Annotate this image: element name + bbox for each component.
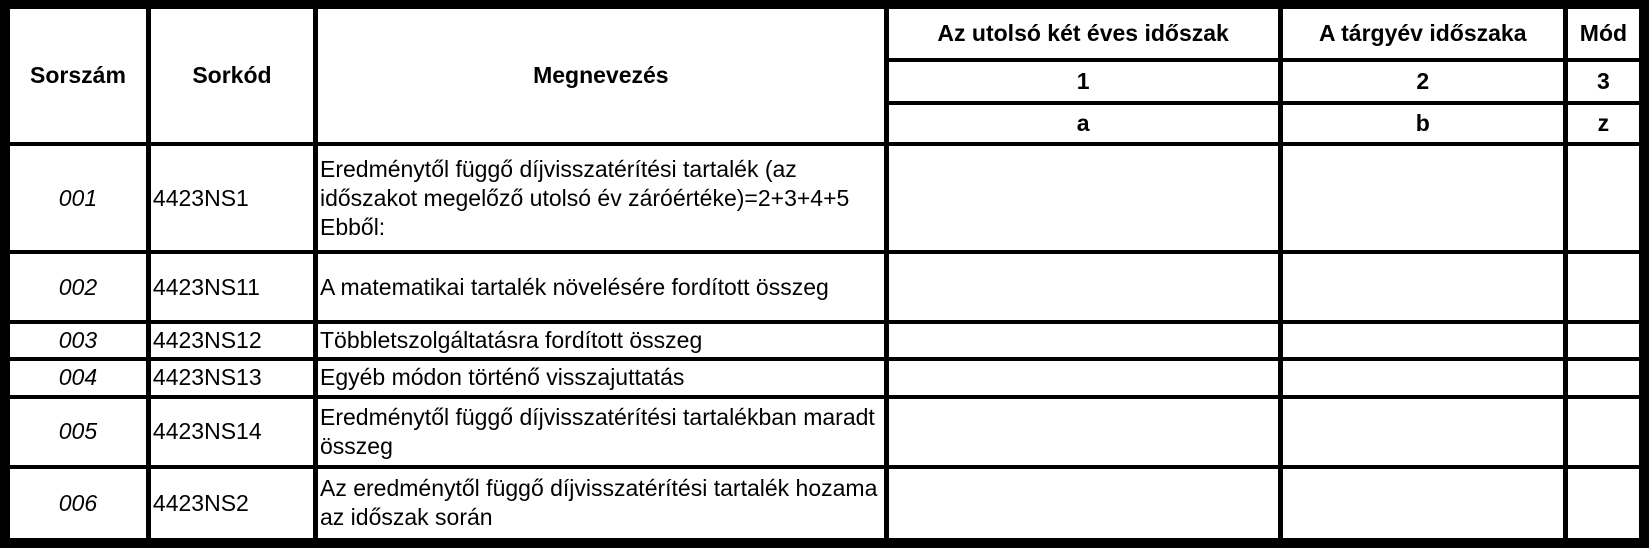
- table-row: [10, 254, 1639, 320]
- header-col-z-title: Mód: [1568, 9, 1639, 58]
- cell-value-b[interactable]: [1283, 469, 1563, 538]
- row-sorkod: 4423NS13: [151, 361, 313, 395]
- cell-value-z[interactable]: [1568, 399, 1639, 465]
- row-sorszam: 002: [10, 254, 146, 320]
- cell-value-a[interactable]: [889, 469, 1278, 538]
- cell-value-z[interactable]: [1568, 469, 1639, 538]
- header-sorszam: Sorszám: [10, 9, 146, 142]
- row-megnevezes: Az eredménytől függő díjvisszatérítési tartalék hozama az időszak során: [318, 469, 884, 538]
- row-megnevezes: A matematikai tartalék növelésére fordított összeg: [318, 254, 884, 320]
- header-col-z-index: 3: [1568, 62, 1639, 100]
- header-megnevezes: Megnevezés: [318, 9, 884, 142]
- reserve-table: [5, 5, 1644, 542]
- cell-value-a[interactable]: [889, 361, 1278, 395]
- table-row: [10, 361, 1639, 395]
- cell-value-z[interactable]: [1568, 361, 1639, 395]
- cell-value-a[interactable]: [889, 399, 1278, 465]
- header-col-a-index: 1: [889, 62, 1278, 100]
- row-sorkod: 4423NS1: [151, 146, 313, 250]
- row-sorkod: 4423NS2: [151, 469, 313, 538]
- row-sorszam: 005: [10, 399, 146, 465]
- cell-value-b[interactable]: [1283, 399, 1563, 465]
- row-sorkod: 4423NS12: [151, 324, 313, 357]
- cell-value-z[interactable]: [1568, 146, 1639, 250]
- cell-value-a[interactable]: [889, 146, 1278, 250]
- row-megnevezes: Eredménytől függő díjvisszatérítési tartalék (az időszakot megelőző utolsó év záróértéke)=2+3+4+5 Ebből:: [318, 146, 884, 250]
- table-row: [10, 399, 1639, 465]
- cell-value-b[interactable]: [1283, 254, 1563, 320]
- cell-value-z[interactable]: [1568, 324, 1639, 357]
- row-megnevezes: Többletszolgáltatásra fordított összeg: [318, 324, 884, 357]
- cell-value-b[interactable]: [1283, 361, 1563, 395]
- cell-value-z[interactable]: [1568, 254, 1639, 320]
- row-sorkod: 4423NS14: [151, 399, 313, 465]
- table-row: [10, 324, 1639, 357]
- cell-value-a[interactable]: [889, 324, 1278, 357]
- row-sorszam: 006: [10, 469, 146, 538]
- header-col-a-title: Az utolsó két éves időszak: [889, 9, 1278, 58]
- header-col-b-code: b: [1283, 105, 1563, 142]
- header-sorkod: Sorkód: [151, 9, 313, 142]
- row-sorszam: 003: [10, 324, 146, 357]
- row-sorszam: 004: [10, 361, 146, 395]
- row-megnevezes: Egyéb módon történő visszajuttatás: [318, 361, 884, 395]
- table-row: [10, 469, 1639, 538]
- row-sorkod: 4423NS11: [151, 254, 313, 320]
- row-megnevezes: Eredménytől függő díjvisszatérítési tartalékban maradt összeg: [318, 399, 884, 465]
- table-row: [10, 146, 1639, 250]
- row-sorszam: 001: [10, 146, 146, 250]
- header-col-z-code: z: [1568, 105, 1639, 142]
- cell-value-b[interactable]: [1283, 146, 1563, 250]
- header-col-b-index: 2: [1283, 62, 1563, 100]
- header-col-a-code: a: [889, 105, 1278, 142]
- cell-value-a[interactable]: [889, 254, 1278, 320]
- cell-value-b[interactable]: [1283, 324, 1563, 357]
- header-row-titles: [10, 9, 1639, 58]
- header-col-b-title: A tárgyév időszaka: [1283, 9, 1563, 58]
